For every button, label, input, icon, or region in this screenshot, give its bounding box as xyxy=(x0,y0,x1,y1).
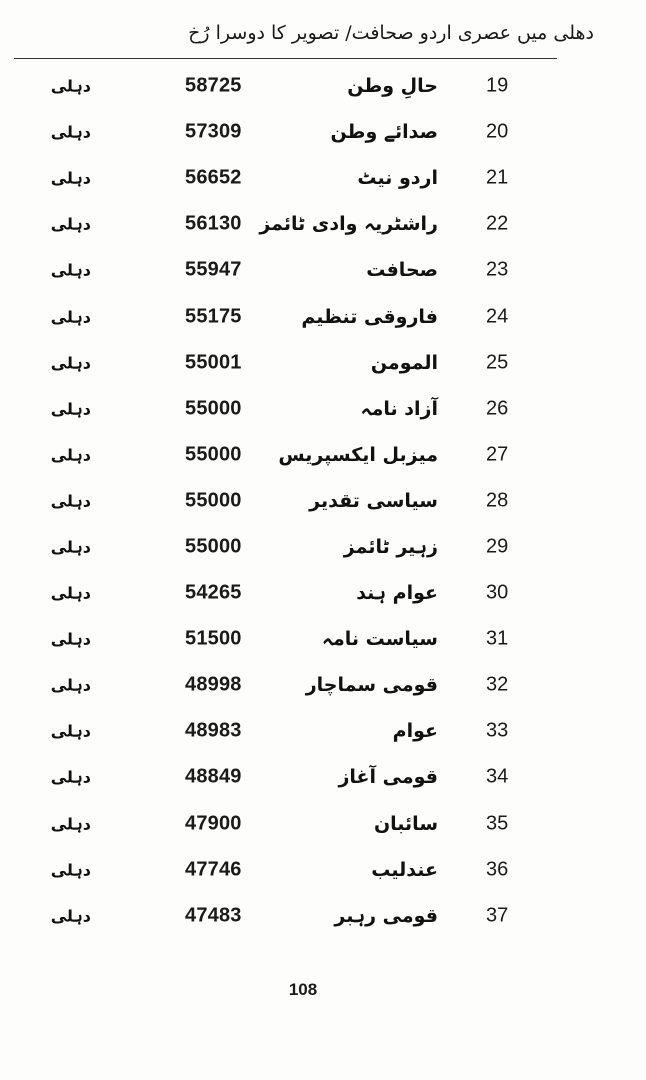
row-serial-number: 22 xyxy=(486,212,509,235)
circulation-figure: 57309 xyxy=(185,120,242,143)
city-name: دہلی xyxy=(50,353,91,373)
row-serial-number: 34 xyxy=(486,765,509,788)
table-row xyxy=(0,63,646,109)
newspaper-name: اردو نیٹ xyxy=(357,167,438,190)
circulation-figure: 48849 xyxy=(185,765,242,788)
table-row xyxy=(0,293,646,339)
city-name: دہلی xyxy=(50,399,91,419)
table-row xyxy=(0,801,646,847)
newspaper-name: زہیر ٹائمز xyxy=(343,535,438,558)
city-name: دہلی xyxy=(50,906,91,926)
city-name: دہلی xyxy=(50,214,91,234)
row-serial-number: 32 xyxy=(486,673,509,696)
newspaper-name: قومی آغاز xyxy=(338,766,438,789)
newspaper-name: فاروقی تنظیم xyxy=(301,305,438,328)
city-name: دہلی xyxy=(50,814,91,834)
newspaper-name: عندلیب xyxy=(371,858,438,881)
city-name: دہلی xyxy=(50,76,91,96)
table-row xyxy=(0,524,646,570)
newspaper-table xyxy=(0,63,646,939)
circulation-figure: 55000 xyxy=(185,443,242,466)
row-serial-number: 25 xyxy=(486,351,509,374)
newspaper-name: سیاسی تقدیر xyxy=(309,489,438,512)
city-name: دہلی xyxy=(50,675,91,695)
circulation-figure: 55001 xyxy=(185,351,242,374)
city-name: دہلی xyxy=(50,307,91,327)
city-name: دہلی xyxy=(50,583,91,603)
city-name: دہلی xyxy=(50,168,91,188)
circulation-figure: 55000 xyxy=(185,535,242,558)
city-name: دہلی xyxy=(50,445,91,465)
circulation-figure: 47483 xyxy=(185,904,242,927)
row-serial-number: 37 xyxy=(486,904,509,927)
table-row xyxy=(0,386,646,432)
page-number: 108 xyxy=(288,980,318,999)
running-header: دھلی میں عصری اردو صحافت/ تصویر کا دوسرا رُخ xyxy=(188,22,594,44)
newspaper-name: قومی سماچار xyxy=(305,674,438,697)
table-row xyxy=(0,570,646,616)
row-serial-number: 26 xyxy=(486,397,509,420)
circulation-figure: 55000 xyxy=(185,489,242,512)
row-serial-number: 35 xyxy=(486,812,509,835)
newspaper-name: حالِ وطن xyxy=(347,75,438,98)
row-serial-number: 36 xyxy=(486,858,509,881)
row-serial-number: 24 xyxy=(486,305,509,328)
circulation-figure: 54265 xyxy=(185,581,242,604)
circulation-figure: 58725 xyxy=(185,74,242,97)
circulation-figure: 47746 xyxy=(185,858,242,881)
table-row xyxy=(0,340,646,386)
city-name: دہلی xyxy=(50,260,91,280)
table-row xyxy=(0,893,646,939)
row-serial-number: 28 xyxy=(486,489,509,512)
table-row xyxy=(0,155,646,201)
newspaper-name: آزاد نامہ xyxy=(360,397,438,420)
header-rule xyxy=(14,58,557,59)
newspaper-name: سیاست نامہ xyxy=(321,628,438,651)
table-row xyxy=(0,432,646,478)
table-row xyxy=(0,201,646,247)
circulation-figure: 48983 xyxy=(185,719,242,742)
circulation-figure: 55000 xyxy=(185,397,242,420)
newspaper-name: سائبان xyxy=(373,812,438,835)
newspaper-name: عوام ہند xyxy=(356,582,438,605)
newspaper-name: راشٹریہ وادی ٹائمز xyxy=(259,213,438,236)
table-row xyxy=(0,847,646,893)
newspaper-name: المومن xyxy=(370,351,438,374)
newspaper-name: عوام xyxy=(392,720,438,743)
city-name: دہلی xyxy=(50,767,91,787)
city-name: دہلی xyxy=(50,122,91,142)
row-serial-number: 23 xyxy=(486,258,509,281)
row-serial-number: 31 xyxy=(486,627,509,650)
newspaper-name: صدائے وطن xyxy=(330,121,438,144)
row-serial-number: 29 xyxy=(486,535,509,558)
circulation-figure: 51500 xyxy=(185,627,242,650)
table-row xyxy=(0,478,646,524)
city-name: دہلی xyxy=(50,721,91,741)
table-row xyxy=(0,708,646,754)
city-name: دہلی xyxy=(50,537,91,557)
city-name: دہلی xyxy=(50,491,91,511)
circulation-figure: 48998 xyxy=(185,673,242,696)
table-row xyxy=(0,247,646,293)
newspaper-name: قومی رہبر xyxy=(334,904,438,927)
circulation-figure: 47900 xyxy=(185,812,242,835)
table-row xyxy=(0,109,646,155)
circulation-figure: 55947 xyxy=(185,258,242,281)
circulation-figure: 56130 xyxy=(185,212,242,235)
table-row xyxy=(0,662,646,708)
row-serial-number: 30 xyxy=(486,581,509,604)
row-serial-number: 19 xyxy=(486,74,509,97)
city-name: دہلی xyxy=(50,860,91,880)
row-serial-number: 27 xyxy=(486,443,509,466)
table-row xyxy=(0,616,646,662)
row-serial-number: 33 xyxy=(486,719,509,742)
newspaper-name: میزبل ایکسپریس xyxy=(278,443,438,466)
city-name: دہلی xyxy=(50,629,91,649)
newspaper-name: صحافت xyxy=(366,259,438,282)
row-serial-number: 21 xyxy=(486,166,509,189)
circulation-figure: 56652 xyxy=(185,166,242,189)
row-serial-number: 20 xyxy=(486,120,509,143)
table-row xyxy=(0,754,646,800)
circulation-figure: 55175 xyxy=(185,305,242,328)
